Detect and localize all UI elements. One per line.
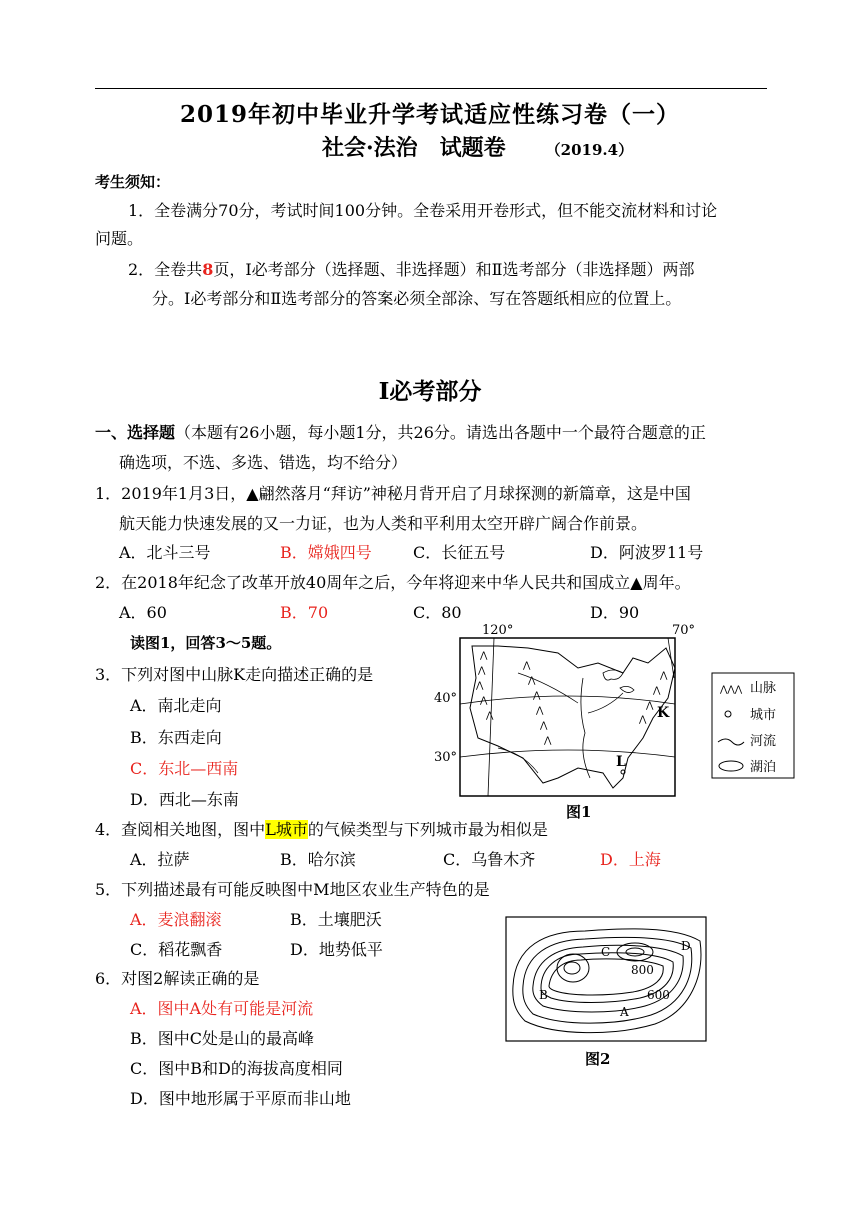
notice-item2-prefix: 2．全卷共 [128,260,203,279]
legend-lake-icon [719,761,743,771]
q1-stem-line2: 航天能力快速发展的又一力证，也为人类和平利用太空开辟广阔合作前景。 [119,514,648,533]
mountain-symbol: ⋀ [523,661,531,671]
q5-option-b: B．土壤肥沃 [290,910,382,929]
section-title: Ⅰ必考部分 [378,378,482,405]
part1-desc-line2: 确选项，不选、多选、错选，均不给分） [119,453,408,472]
q3-option-d: D．西北—东南 [130,790,239,809]
q4-option-a: A．拉萨 [130,850,190,869]
q1-option-c: C．长征五号 [413,543,506,562]
mountain-k-label: K [657,705,670,721]
q1-option-b: B．嫦娥四号 [280,543,372,562]
city-l-label: L [616,754,626,770]
latitude-30-label: 30° [434,750,458,765]
q2-option-b: B．70 [280,603,329,622]
point-b-label: B [539,988,548,1002]
q6-stem: 6．对图2解读正确的是 [95,969,260,988]
figure-1-caption: 图1 [566,803,592,821]
legend-mountain-label: 山脉 [750,681,777,696]
q1-option-d: D．阿波罗11号 [590,543,704,562]
point-c-label: C [601,945,611,959]
exam-date: （2019.4） [545,141,634,159]
figure-2-caption: 图2 [585,1050,611,1068]
notice-item2-line1 [128,260,695,280]
part1-desc: （本题有26小题，每小题1分，共26分。请选出各题中一个最符合题意的正 [175,423,706,442]
mountain-symbol: ⋀ [476,681,484,691]
notice-item2-text: 页，Ⅰ必考部分（选择题、非选择题）和Ⅱ选考部分（非选择题）两部 [213,260,695,279]
exam-subtitle [322,131,633,162]
notice-item2-line2: 分。Ⅰ必考部分和Ⅱ选考部分的答案必须全部涂、写在答题纸相应的位置上。 [152,289,682,308]
contour-800-label: 800 [631,963,654,977]
longitude-120-label: 120° [482,623,514,638]
mountain-symbol: ⋀ [480,696,488,706]
q6-option-b: B．图中C处是山的最高峰 [130,1029,315,1048]
q4-stem-prefix: 4．查阅相关地图，图中 [95,820,266,839]
page-count: 8 [202,260,214,279]
contour-peak-b-outer [557,954,589,982]
q2-option-d: D．90 [590,603,640,622]
q3-option-b: B．东西走向 [130,728,222,747]
contour-map-figure [505,916,710,1071]
q3-option-c: C．东北—西南 [130,759,239,778]
exam-title: 2019年初中毕业升学考试适应性练习卷（一） [179,101,680,128]
q2-option-a: A．60 [119,603,167,622]
latitude-40-label: 40° [434,691,458,706]
mississippi-river [581,678,590,778]
lake-erie [620,686,634,692]
legend-river-icon [718,739,744,745]
mountain-symbol: ⋀ [653,686,661,696]
notice-heading: 考生须知： [95,173,171,191]
q6-option-c: C．图中B和D的海拔高度相同 [130,1059,343,1078]
us-map-figure [428,618,808,823]
q6-option-a: A．图中A处有可能是河流 [130,999,314,1018]
q3-option-a: A．南北走向 [130,696,222,715]
mountain-symbol: ⋀ [486,711,494,721]
notice-item1-line1 [128,201,717,221]
part1-heading: 一、选择题 [95,423,176,442]
q5-option-d: D．地势低平 [290,940,383,959]
mountain-symbol: ⋀ [478,666,486,676]
q5-option-a: A．麦浪翻滚 [130,910,222,929]
legend-lake-label: 湖泊 [750,760,777,775]
mountain-symbol: ⋀ [536,706,544,716]
subject-title: 社会·法治 试题卷 [322,135,506,161]
notice-item1-text: 1．全卷满分70分，考试时间100分钟。全卷采用开卷形式，但不能交流材料和讨论 [128,201,718,220]
ohio-river [588,693,623,713]
q6-option-d: D．图中地形属于平原而非山地 [130,1089,351,1108]
contour-peak-b-inner [564,962,580,974]
missouri-river [518,673,578,703]
q1-stem-line1: 1．2019年1月3日，▲翩然落月“拜访”神秘月背开启了月球探测的新篇章，这是中国 [95,484,691,503]
figure-2 [505,916,710,1071]
part1-heading-line1 [95,423,706,443]
notice-item1-line2: 问题。 [95,229,144,248]
mountain-symbol: ⋀ [544,736,552,746]
q4-option-c: C．乌鲁木齐 [443,850,536,869]
top-rule [95,88,767,89]
q4-option-d: D．上海 [600,850,661,869]
great-lakes [603,670,623,680]
legend-river-label: 河流 [750,734,777,749]
longitude-70-label: 70° [672,623,696,638]
contour-600-label: 600 [647,988,670,1002]
mountain-symbol: ⋀ [639,715,647,725]
contour-hill-c-inner [626,948,644,956]
legend-city-icon [725,711,731,717]
legend-mountain-icon: ⋀⋀⋀ [720,685,743,695]
q1-option-a: A．北斗三号 [119,543,211,562]
q4-option-b: B．哈尔滨 [280,850,356,869]
latitude-40-line [460,696,675,704]
q5-option-c: C．稻花飘香 [130,940,223,959]
legend-city-label: 城市 [750,708,777,723]
q4-stem-suffix: 的气候类型与下列城市最为相似是 [307,820,548,839]
mountain-symbol: ⋀ [646,701,654,711]
mountain-symbol: ⋀ [528,676,536,686]
mountain-symbol: ⋀ [540,721,548,731]
q3-stem: 3．下列对图中山脉K走向描述正确的是 [95,665,374,684]
point-a-label: A [620,1005,629,1019]
q4-highlight: L城市 [265,820,308,839]
q2-option-c: C．80 [413,603,462,622]
mountain-symbol: ⋀ [480,651,488,661]
point-d-label: D [681,939,691,953]
q2-stem: 2．在2018年纪念了改革开放40周年之后，今年将迎来中华人民共和国成立▲周年。 [95,573,691,592]
mountain-symbol: ⋀ [660,671,668,681]
q5-stem: 5．下列描述最有可能反映图中M地区农业生产特色的是 [95,880,490,899]
mountain-symbol: ⋀ [533,691,541,701]
figure-1 [428,618,808,823]
latitude-30-line [460,750,675,757]
read-fig1-instruction: 读图1，回答3～5题。 [130,634,282,652]
